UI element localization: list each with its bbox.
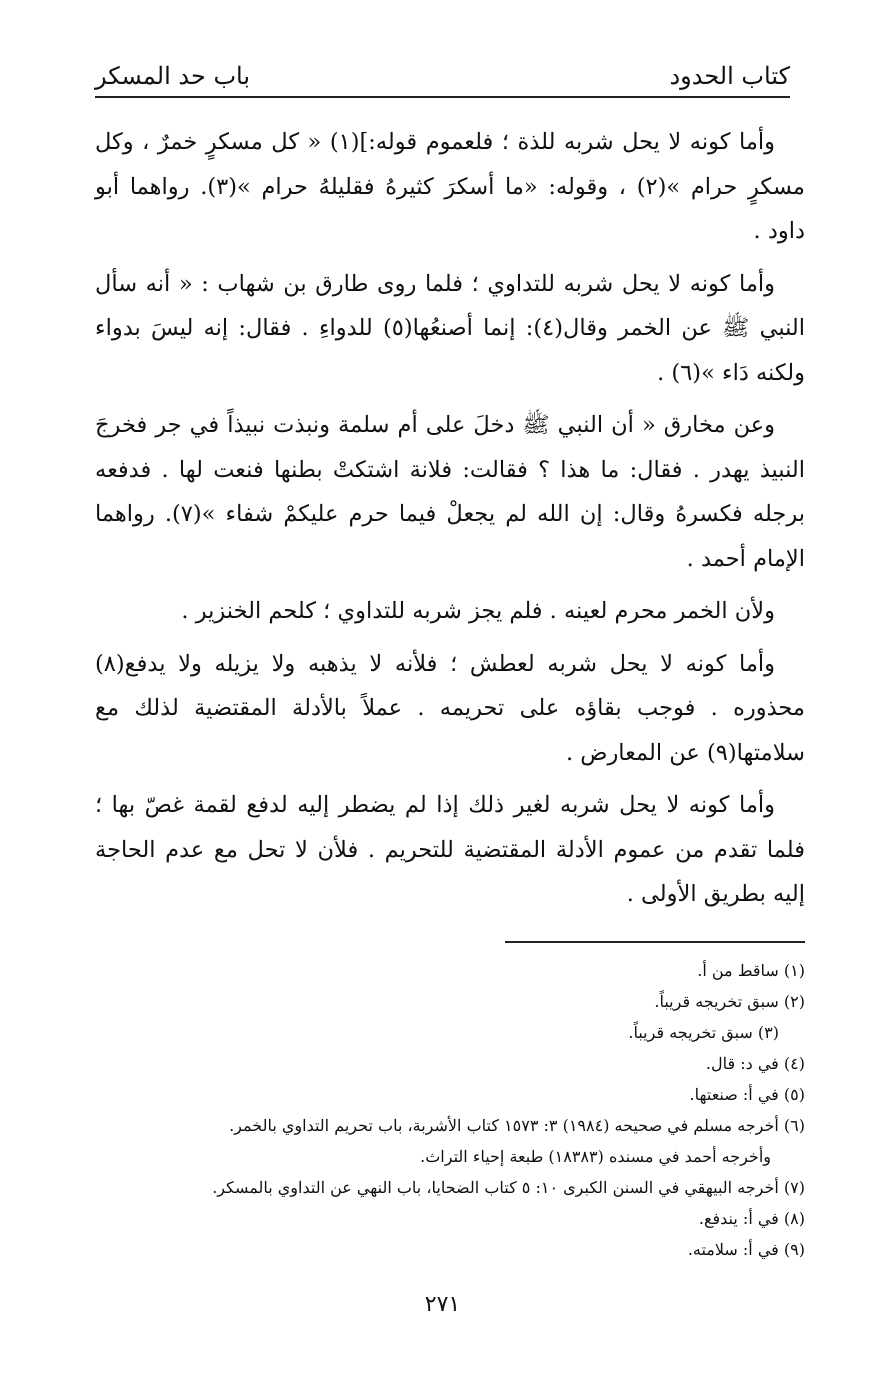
paragraph: وأما كونه لا يحل شربه للذة ؛ فلعموم قوله:](١) « كل مسكرٍ خمرٌ ، وكل مسكرٍ حرام »(٢) ، وقوله: «ما أسكرَ كثيرهُ فقليلهُ حرام »(٣). رواهما أبو داود .: [95, 129, 805, 244]
footnote-divider: [505, 941, 805, 943]
header-section-title: باب حد المسكر: [95, 62, 251, 90]
paragraph: وعن مخارق « أن النبي ﷺ دخلَ على أم سلمة ونبذت نبيذاً في جر فخرجَ النبيذ يهدر . فقال: ما هذا ؟ فقالت: فلانة اشتكتْ بطنها فنعت لها . فدفعه برجله فكسرهُ وقال: إن الله لم يجعلْ فيما حرم عليكمْ شفاء »(٧). رواهما الإمام أحمد .: [95, 412, 805, 572]
running-header: [95, 56, 790, 98]
paragraph: وأما كونه لا يحل شربه للتداوي ؛ فلما روى طارق بن شهاب : « أنه سأل النبي ﷺ عن الخمر وقال(٤): إنما أصنعُها(٥) للدواءِ . فقال: إنه ليسَ بدواء ولكنه دَاء »(٦) .: [95, 270, 806, 386]
page-number: ٢٧١: [424, 1292, 461, 1317]
header-chapter-title: كتاب الحدود: [669, 62, 790, 90]
footnote-continuation: وأخرجه أحمد في مسنده (١٨٣٨٣) طبعة إحياء التراث.: [420, 1147, 771, 1166]
footnote: (٥) في أ: صنعتها.: [689, 1085, 805, 1104]
footnotes: [95, 955, 805, 1265]
footnote: (٩) في أ: سلامته.: [687, 1240, 805, 1259]
main-text: [95, 120, 805, 925]
footnote: (٢) سبق تخريجه قريباً.: [654, 992, 805, 1011]
footnote: (١) ساقط من أ.: [697, 961, 805, 980]
paragraph: وأما كونه لا يحل شربه لغير ذلك إذا لم يضطر إليه لدفع لقمة غصّ بها ؛ فلما تقدم من عموم الأدلة المقتضية للتحريم . فلأن لا تحل مع عدم الحاجة إليه بطريق الأولى .: [95, 792, 805, 907]
footnote: (٦) أخرجه مسلم في صحيحه (١٩٨٤) ٣: ١٥٧٣ كتاب الأشربة، باب تحريم التداوي بالخمر.: [229, 1116, 805, 1135]
paragraph: وأما كونه لا يحل شربه لعطش ؛ فلأنه لا يذهبه ولا يزيله ولا يدفع(٨) محذوره . فوجب بقاؤه على تحريمه . عملاً بالأدلة المقتضية لذلك مع سلامتها(٩) عن المعارض .: [95, 650, 805, 766]
footnote: (٨) في أ: يندفع.: [698, 1209, 805, 1228]
paragraph: ولأن الخمر محرم لعينه . فلم يجز شربه للتداوي ؛ كلحم الخنزير .: [181, 598, 775, 624]
footnote: (٧) أخرجه البيهقي في السنن الكبرى ١٠: ٥ كتاب الضحايا، باب النهي عن التداوي بالمسكر.: [212, 1178, 805, 1197]
footnote: (٣) سبق تخريجه قريباً.: [628, 1023, 779, 1042]
footnote: (٤) في د: قال.: [705, 1054, 805, 1073]
